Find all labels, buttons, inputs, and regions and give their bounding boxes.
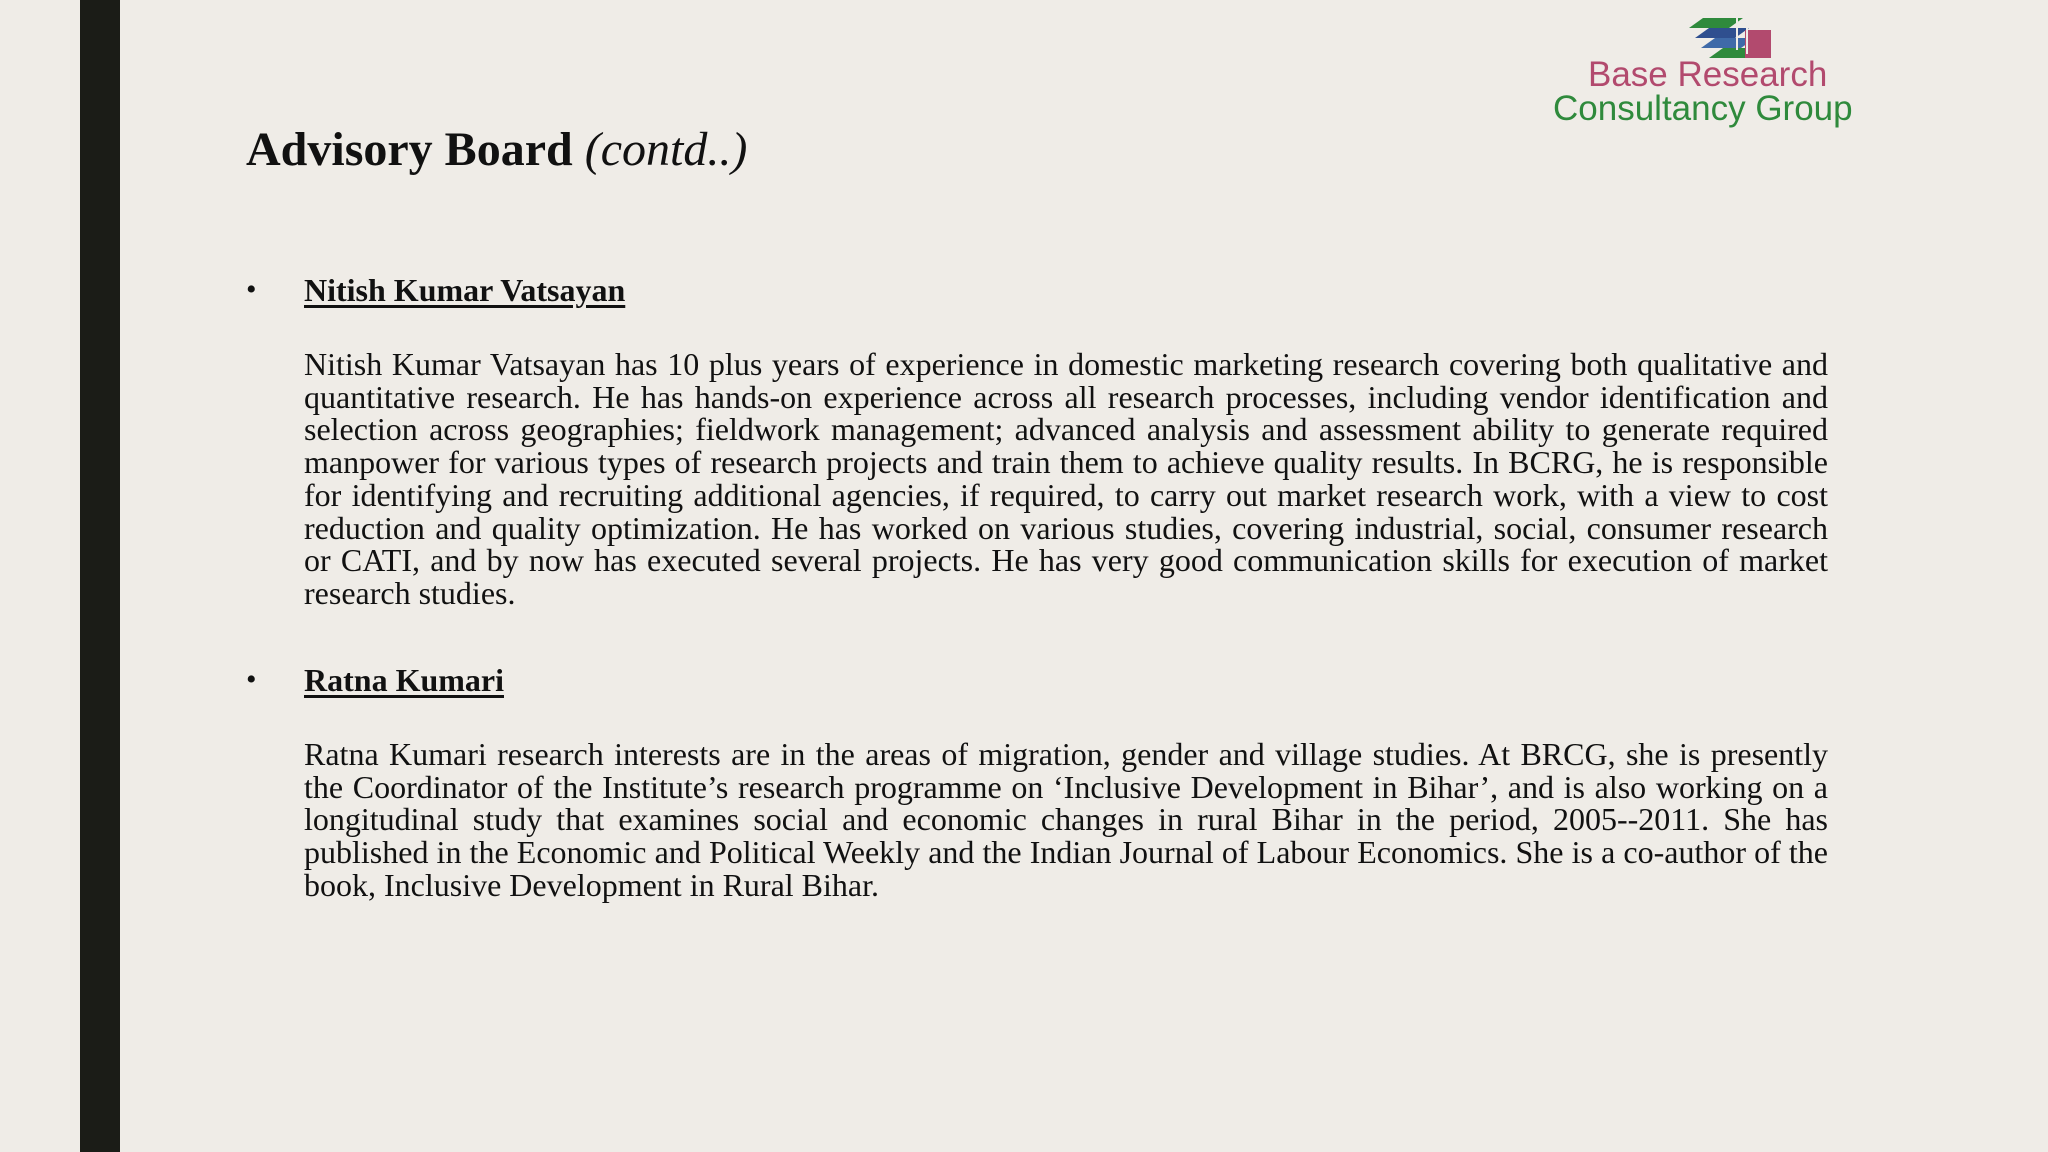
logo-mark-icon <box>1685 14 1777 58</box>
advisor-name: Ratna Kumari <box>304 662 504 698</box>
bullet-icon: • <box>246 273 257 306</box>
page-title-suffix: (contd..) <box>584 123 748 176</box>
slide-side-bar <box>80 0 120 1152</box>
logo-text-line1: Base Research <box>1588 55 1828 94</box>
bullet-icon: • <box>246 663 257 696</box>
advisor-bio: Ratna Kumari research interests are in the areas of migration, gender and village studies. At BRCG, she is presently the Coordinator of the Institute’s research programme on ‘Inclusive Development in Bihar’, and is also working on a longitudinal study that examines social and economic changes in rural Bihar in the period, 2005--2011. She has published in the Economic and Political Weekly and the Indian Journal of Labour Economics. She is a co-author of the book, Inclusive Development in Rural Bihar. <box>304 736 1828 903</box>
advisor-bio: Nitish Kumar Vatsayan has 10 plus years of experience in domestic marketing research covering both qualitative and quantitative research. He has hands-on experience across all research processes, including vendor identification and selection across geographies; fieldwork management; advanced analysis and assessment ability to generate required manpower for various types of research projects and train them to achieve quality results. In BCRG, he is responsible for identifying and recruiting additional agencies, if required, to carry out market research work, with a view to cost reduction and quality optimization. He has worked on various studies, covering industrial, social, consumer research or CATI, and by now has executed several projects. He has very good communication skills for execution of market research studies. <box>304 346 1828 611</box>
company-logo <box>1548 12 1908 132</box>
page-title <box>246 120 747 180</box>
advisor-name: Nitish Kumar Vatsayan <box>304 272 626 308</box>
logo-text-line2: Consultancy Group <box>1553 89 1853 128</box>
page-title-main: Advisory Board <box>246 123 573 176</box>
